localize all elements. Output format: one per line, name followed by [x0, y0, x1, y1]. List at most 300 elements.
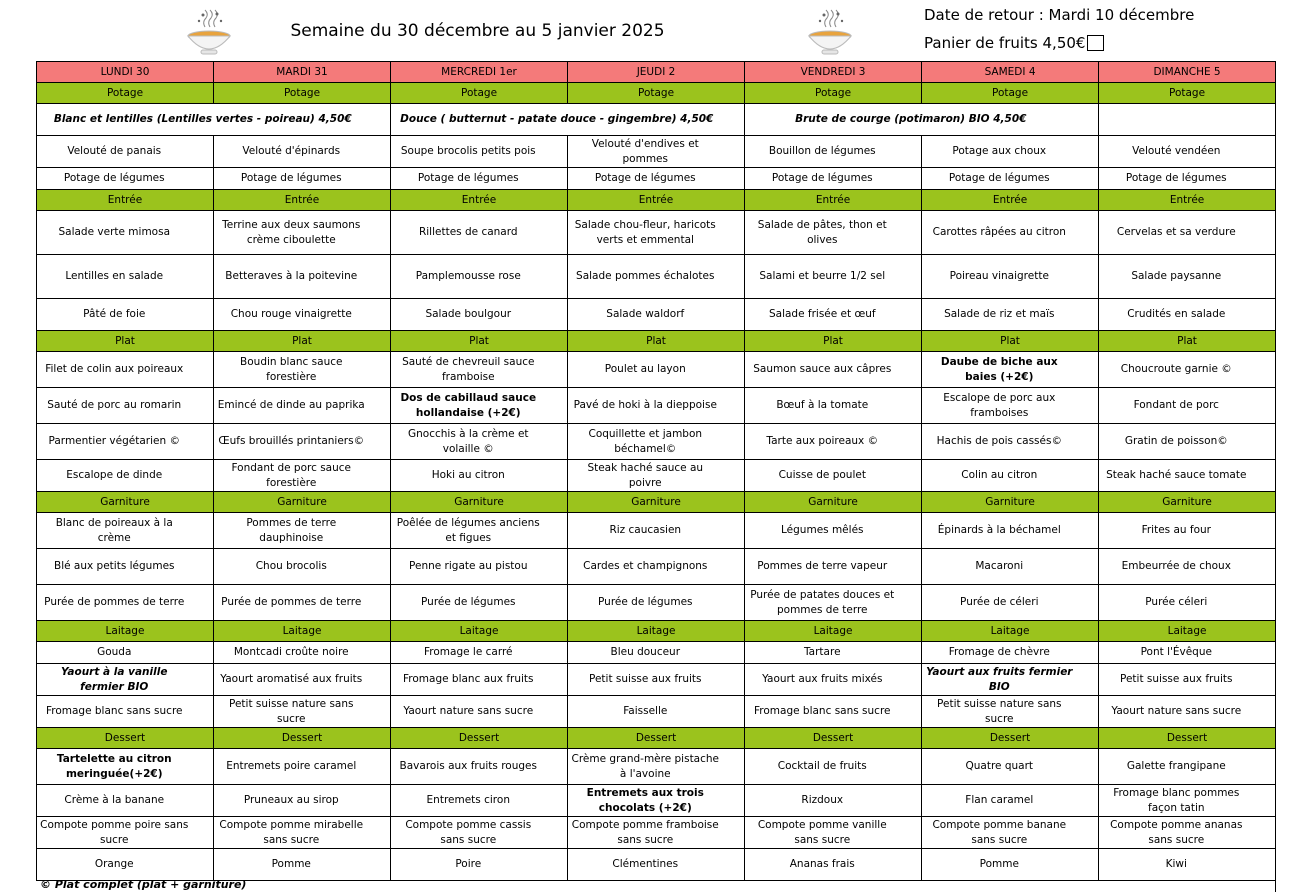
selection-box[interactable]	[723, 849, 745, 881]
selection-box[interactable]	[192, 817, 214, 849]
category-header-garniture: Garniture	[1099, 492, 1276, 513]
menu-item: Compote pomme poire sans sucre	[37, 817, 192, 849]
selection-box[interactable]	[546, 642, 568, 664]
menu-item: Fromage blanc pommes façon tatin	[1099, 785, 1254, 817]
menu-item: Rizdoux	[745, 785, 900, 817]
selection-box[interactable]	[369, 642, 391, 664]
selection-box[interactable]	[192, 424, 214, 460]
menu-item: Tarte aux poireaux ©	[745, 424, 900, 460]
menu-item: Velouté de panais	[37, 136, 192, 168]
selection-box[interactable]	[192, 211, 214, 255]
menu-item: Boudin blanc sauce forestière	[214, 352, 369, 388]
menu-item: Velouté vendéen	[1099, 136, 1254, 168]
selection-box[interactable]	[723, 513, 745, 549]
selection-box[interactable]	[546, 352, 568, 388]
selection-box[interactable]	[723, 642, 745, 664]
category-header-entree: Entrée	[214, 190, 391, 211]
menu-item: Purée de pommes de terre	[37, 585, 192, 621]
selection-box[interactable]	[546, 299, 568, 331]
selection-box[interactable]	[1254, 696, 1276, 728]
category-header-laitage: Laitage	[391, 621, 568, 642]
selection-box[interactable]	[900, 299, 922, 331]
menu-row	[37, 642, 1276, 664]
menu-item: Velouté d'épinards	[214, 136, 369, 168]
selection-box[interactable]	[192, 549, 214, 585]
selection-box[interactable]	[723, 817, 745, 849]
menu-item: Yaourt aux fruits fermier BIO	[922, 664, 1077, 696]
selection-box[interactable]	[900, 549, 922, 585]
selection-box[interactable]	[1077, 785, 1099, 817]
menu-item: Épinards à la béchamel	[922, 513, 1077, 549]
category-header-garniture: Garniture	[568, 492, 745, 513]
selection-box[interactable]	[1077, 664, 1099, 696]
category-row-dessert	[37, 728, 1276, 749]
menu-item: Saumon sauce aux câpres	[745, 352, 900, 388]
selection-box[interactable]	[192, 299, 214, 331]
selection-box[interactable]	[1077, 136, 1099, 168]
menu-item: Pomme	[922, 849, 1077, 881]
selection-box[interactable]	[1077, 817, 1099, 849]
selection-box[interactable]	[900, 255, 922, 299]
menu-item: Petit suisse aux fruits	[1099, 664, 1254, 696]
menu-item: Œufs brouillés printaniers©	[214, 424, 369, 460]
category-header-dessert: Dessert	[745, 728, 922, 749]
soup-bowl-icon	[804, 9, 856, 57]
selection-box[interactable]	[369, 785, 391, 817]
menu-item: Salade pommes échalotes	[568, 255, 723, 299]
footnote: © Plat complet (plat + garniture)	[40, 878, 247, 891]
selection-box[interactable]	[723, 136, 745, 168]
menu-item: Cuisse de poulet	[745, 460, 900, 492]
selection-box[interactable]	[369, 749, 391, 785]
selection-box[interactable]	[369, 460, 391, 492]
selection-box[interactable]	[369, 664, 391, 696]
menu-item: Purée de légumes	[568, 585, 723, 621]
selection-box[interactable]	[1077, 849, 1099, 881]
selection-box[interactable]	[723, 785, 745, 817]
menu-item: Coquillette et jambon béchamel©	[568, 424, 723, 460]
selection-box[interactable]	[1077, 585, 1099, 621]
weekly-menu-table	[36, 61, 1276, 881]
selection-box[interactable]	[723, 352, 745, 388]
selection-box[interactable]	[369, 104, 391, 136]
menu-item: Fondant de porc	[1099, 388, 1254, 424]
category-header-laitage: Laitage	[745, 621, 922, 642]
category-header-entree: Entrée	[391, 190, 568, 211]
menu-item: Entremets aux trois chocolats (+2€)	[568, 785, 723, 817]
selection-box[interactable]	[546, 513, 568, 549]
menu-item: Clémentines	[568, 849, 723, 881]
selection-box[interactable]	[192, 460, 214, 492]
menu-row	[37, 585, 1276, 621]
selection-box[interactable]	[900, 136, 922, 168]
selection-box[interactable]	[369, 696, 391, 728]
day-header: JEUDI 2	[568, 62, 745, 83]
menu-item: Purée céleri	[1099, 585, 1254, 621]
selection-box[interactable]	[369, 585, 391, 621]
menu-item: Blé aux petits légumes	[37, 549, 192, 585]
fruit-basket-option[interactable]	[924, 34, 1104, 52]
selection-box[interactable]	[1077, 749, 1099, 785]
category-header-laitage: Laitage	[568, 621, 745, 642]
selection-box[interactable]	[369, 255, 391, 299]
menu-item: Pommes de terre dauphinoise	[214, 513, 369, 549]
selection-box[interactable]	[723, 460, 745, 492]
selection-box[interactable]	[900, 513, 922, 549]
menu-item: Ananas frais	[745, 849, 900, 881]
category-header-entree: Entrée	[745, 190, 922, 211]
selection-box[interactable]	[546, 255, 568, 299]
menu-row	[37, 168, 1276, 190]
category-header-plat: Plat	[37, 331, 214, 352]
category-header-dessert: Dessert	[1099, 728, 1276, 749]
selection-box[interactable]	[900, 749, 922, 785]
menu-item: Fromage le carré	[391, 642, 546, 664]
selection-box[interactable]	[369, 817, 391, 849]
selection-box[interactable]	[723, 388, 745, 424]
menu-row	[37, 460, 1276, 492]
selection-box[interactable]	[900, 817, 922, 849]
selection-box[interactable]	[1077, 460, 1099, 492]
selection-box[interactable]	[900, 168, 922, 190]
selection-box[interactable]	[369, 549, 391, 585]
menu-item: Compote pomme mirabelle sans sucre	[214, 817, 369, 849]
day-header: DIMANCHE 5	[1099, 62, 1276, 83]
selection-box[interactable]	[723, 211, 745, 255]
selection-box[interactable]	[192, 785, 214, 817]
menu-item: Yaourt nature sans sucre	[391, 696, 546, 728]
selection-box[interactable]	[546, 211, 568, 255]
category-header-dessert: Dessert	[568, 728, 745, 749]
menu-item: Potage de légumes	[745, 168, 900, 190]
selection-box[interactable]	[546, 785, 568, 817]
menu-item: Parmentier végétarien ©	[37, 424, 192, 460]
menu-item: Gnocchis à la crème et volaille ©	[391, 424, 546, 460]
selection-box[interactable]	[369, 136, 391, 168]
selection-box[interactable]	[192, 352, 214, 388]
selection-box[interactable]	[900, 211, 922, 255]
selection-box[interactable]	[192, 642, 214, 664]
category-row-garniture	[37, 492, 1276, 513]
selection-box[interactable]	[1077, 352, 1099, 388]
menu-item: Bouillon de légumes	[745, 136, 900, 168]
category-header-laitage: Laitage	[37, 621, 214, 642]
selection-box[interactable]	[1254, 388, 1276, 424]
menu-item: Petit suisse aux fruits	[568, 664, 723, 696]
menu-item: Fondant de porc sauce forestière	[214, 460, 369, 492]
selection-box[interactable]	[1077, 299, 1099, 331]
selection-box[interactable]	[1077, 104, 1099, 136]
menu-item: Tartare	[745, 642, 900, 664]
selection-box[interactable]	[723, 696, 745, 728]
selection-box[interactable]	[723, 549, 745, 585]
selection-box[interactable]	[1254, 424, 1276, 460]
menu-item: Filet de colin aux poireaux	[37, 352, 192, 388]
menu-item: Dos de cabillaud sauce hollandaise (+2€)	[391, 388, 546, 424]
category-row-potage	[37, 83, 1276, 104]
selection-box[interactable]	[1254, 549, 1276, 585]
selection-box[interactable]	[1077, 424, 1099, 460]
selection-box[interactable]	[1254, 299, 1276, 331]
category-header-garniture: Garniture	[37, 492, 214, 513]
menu-item: Sauté de chevreuil sauce framboise	[391, 352, 546, 388]
selection-box[interactable]	[369, 513, 391, 549]
category-header-plat: Plat	[922, 331, 1099, 352]
category-header-plat: Plat	[1099, 331, 1276, 352]
selection-box[interactable]	[900, 388, 922, 424]
selection-box[interactable]	[900, 849, 922, 881]
selection-box[interactable]	[1077, 696, 1099, 728]
selection-box[interactable]	[546, 585, 568, 621]
selection-box[interactable]	[900, 642, 922, 664]
category-header-garniture: Garniture	[214, 492, 391, 513]
category-header-plat: Plat	[568, 331, 745, 352]
menu-item: Kiwi	[1099, 849, 1254, 881]
selection-box[interactable]	[900, 785, 922, 817]
menu-item: Yaourt aux fruits mixés	[745, 664, 900, 696]
selection-box[interactable]	[1254, 585, 1276, 621]
selection-box[interactable]	[900, 585, 922, 621]
selection-box[interactable]	[369, 211, 391, 255]
selection-box[interactable]	[1254, 749, 1276, 785]
menu-item: Steak haché sauce au poivre	[568, 460, 723, 492]
selection-box[interactable]	[546, 424, 568, 460]
selection-box[interactable]	[723, 168, 745, 190]
menu-item: Salade boulgour	[391, 299, 546, 331]
selection-box[interactable]	[723, 585, 745, 621]
menu-item: Escalope de dinde	[37, 460, 192, 492]
selection-box[interactable]	[192, 168, 214, 190]
menu-item: Blanc de poireaux à la crème	[37, 513, 192, 549]
selection-box[interactable]	[723, 664, 745, 696]
selection-box[interactable]	[723, 104, 745, 136]
checkbox-icon[interactable]	[1087, 35, 1104, 51]
category-header-potage: Potage	[37, 83, 214, 104]
menu-item: Pomme	[214, 849, 369, 881]
selection-box[interactable]	[900, 696, 922, 728]
menu-item: Daube de biche aux baies (+2€)	[922, 352, 1077, 388]
menu-item: Bœuf à la tomate	[745, 388, 900, 424]
potage-special: Blanc et lentilles (Lentilles vertes - poireau) 4,50€	[37, 104, 369, 136]
selection-box[interactable]	[1254, 849, 1276, 881]
menu-item: Fromage de chèvre	[922, 642, 1077, 664]
day-header: VENDREDI 3	[745, 62, 922, 83]
menu-item: Emincé de dinde au paprika	[214, 388, 369, 424]
selection-box[interactable]	[900, 460, 922, 492]
selection-box[interactable]	[546, 549, 568, 585]
selection-box[interactable]	[1254, 168, 1276, 190]
selection-box[interactable]	[1254, 642, 1276, 664]
selection-box[interactable]	[192, 696, 214, 728]
menu-item: Poêlée de légumes anciens et figues	[391, 513, 546, 549]
category-header-plat: Plat	[745, 331, 922, 352]
category-header-potage: Potage	[214, 83, 391, 104]
menu-item: Soupe brocolis petits pois	[391, 136, 546, 168]
menu-item: Salade verte mimosa	[37, 211, 192, 255]
menu-item: Purée de patates douces et pommes de terre	[745, 585, 900, 621]
selection-box[interactable]	[1254, 513, 1276, 549]
menu-item: Pamplemousse rose	[391, 255, 546, 299]
selection-box[interactable]	[546, 136, 568, 168]
category-header-dessert: Dessert	[922, 728, 1099, 749]
selection-box[interactable]	[1254, 255, 1276, 299]
category-row-plat	[37, 331, 1276, 352]
selection-box[interactable]	[1254, 352, 1276, 388]
selection-box[interactable]	[192, 585, 214, 621]
selection-box[interactable]	[1254, 211, 1276, 255]
selection-box[interactable]	[900, 352, 922, 388]
selection-box[interactable]	[546, 817, 568, 849]
category-header-potage: Potage	[745, 83, 922, 104]
menu-item: Yaourt à la vanille fermier BIO	[37, 664, 192, 696]
menu-item: Escalope de porc aux framboises	[922, 388, 1077, 424]
menu-item: Betteraves à la poitevine	[214, 255, 369, 299]
selection-box[interactable]	[192, 136, 214, 168]
category-header-laitage: Laitage	[922, 621, 1099, 642]
selection-box[interactable]	[369, 299, 391, 331]
menu-item: Fromage blanc sans sucre	[37, 696, 192, 728]
menu-row	[37, 849, 1276, 881]
potage-special: Douce ( butternut - patate douce - gingembre) 4,50€	[391, 104, 723, 136]
selection-box[interactable]	[192, 849, 214, 881]
menu-item: Salade frisée et œuf	[745, 299, 900, 331]
menu-item: Galette frangipane	[1099, 749, 1254, 785]
category-header-potage: Potage	[922, 83, 1099, 104]
menu-row	[37, 299, 1276, 331]
selection-box[interactable]	[900, 424, 922, 460]
selection-box[interactable]	[369, 388, 391, 424]
menu-row	[37, 136, 1276, 168]
menu-item: Compote pomme vanille sans sucre	[745, 817, 900, 849]
selection-box[interactable]	[192, 255, 214, 299]
selection-box[interactable]	[1254, 785, 1276, 817]
selection-box[interactable]	[1077, 255, 1099, 299]
selection-box[interactable]	[369, 168, 391, 190]
menu-item: Carottes râpées au citron	[922, 211, 1077, 255]
selection-box[interactable]	[723, 255, 745, 299]
menu-item: Salade paysanne	[1099, 255, 1254, 299]
menu-row	[37, 817, 1276, 849]
menu-item: Salade de riz et maïs	[922, 299, 1077, 331]
menu-row	[37, 664, 1276, 696]
selection-box[interactable]	[1077, 642, 1099, 664]
menu-item: Riz caucasien	[568, 513, 723, 549]
menu-row	[37, 211, 1276, 255]
selection-box[interactable]	[900, 664, 922, 696]
day-header: SAMEDI 4	[922, 62, 1099, 83]
selection-box[interactable]	[369, 849, 391, 881]
menu-item: Yaourt nature sans sucre	[1099, 696, 1254, 728]
category-row-laitage	[37, 621, 1276, 642]
category-header-laitage: Laitage	[1099, 621, 1276, 642]
selection-box[interactable]	[1077, 388, 1099, 424]
menu-item: Salade de pâtes, thon et olives	[745, 211, 900, 255]
fruit-basket-label: Panier de fruits 4,50€	[924, 34, 1086, 52]
menu-item: Montcadi croûte noire	[214, 642, 369, 664]
selection-box[interactable]	[723, 299, 745, 331]
selection-box[interactable]	[546, 749, 568, 785]
category-header-garniture: Garniture	[922, 492, 1099, 513]
selection-box[interactable]	[1254, 136, 1276, 168]
soup-bowl-icon	[183, 9, 235, 57]
selection-box[interactable]	[1254, 104, 1276, 136]
selection-box[interactable]	[1077, 211, 1099, 255]
selection-box[interactable]	[546, 168, 568, 190]
menu-row	[37, 696, 1276, 728]
day-header: LUNDI 30	[37, 62, 214, 83]
menu-item: Cocktail de fruits	[745, 749, 900, 785]
menu-item: Pruneaux au sirop	[214, 785, 369, 817]
selection-box[interactable]	[192, 388, 214, 424]
selection-box[interactable]	[546, 460, 568, 492]
selection-box[interactable]	[1077, 549, 1099, 585]
menu-item: Cardes et champignons	[568, 549, 723, 585]
menu-item: Potage de légumes	[568, 168, 723, 190]
menu-row	[37, 352, 1276, 388]
category-header-entree: Entrée	[922, 190, 1099, 211]
selection-box[interactable]	[546, 664, 568, 696]
page-title: Semaine du 30 décembre au 5 janvier 2025	[290, 21, 665, 41]
menu-item: Crème grand-mère pistache à l'avoine	[568, 749, 723, 785]
return-date: Date de retour : Mardi 10 décembre	[924, 6, 1195, 24]
menu-item: Bavarois aux fruits rouges	[391, 749, 546, 785]
menu-item: Salami et beurre 1/2 sel	[745, 255, 900, 299]
selection-box[interactable]	[546, 388, 568, 424]
selection-box[interactable]	[546, 696, 568, 728]
selection-box[interactable]	[369, 424, 391, 460]
menu-item: Entremets poire caramel	[214, 749, 369, 785]
menu-item: Fromage blanc aux fruits	[391, 664, 546, 696]
menu-item: Tartelette au citron meringuée(+2€)	[37, 749, 192, 785]
potage-special: Brute de courge (potimaron) BIO 4,50€	[745, 104, 1077, 136]
selection-box[interactable]	[1254, 817, 1276, 849]
category-header-garniture: Garniture	[391, 492, 568, 513]
category-header-dessert: Dessert	[391, 728, 568, 749]
menu-item: Pont l'Évêque	[1099, 642, 1254, 664]
selection-box[interactable]	[1077, 168, 1099, 190]
selection-box[interactable]	[723, 749, 745, 785]
category-header-entree: Entrée	[568, 190, 745, 211]
category-header-dessert: Dessert	[37, 728, 214, 749]
category-header-plat: Plat	[214, 331, 391, 352]
menu-item: Chou rouge vinaigrette	[214, 299, 369, 331]
selection-box[interactable]	[723, 424, 745, 460]
category-header-potage: Potage	[568, 83, 745, 104]
menu-item: Pommes de terre vapeur	[745, 549, 900, 585]
category-header-dessert: Dessert	[214, 728, 391, 749]
selection-box[interactable]	[1254, 460, 1276, 492]
menu-item: Gratin de poisson©	[1099, 424, 1254, 460]
menu-item: Orange	[37, 849, 192, 881]
menu-item: Rillettes de canard	[391, 211, 546, 255]
menu-item: Légumes mêlés	[745, 513, 900, 549]
selection-box[interactable]	[1077, 513, 1099, 549]
menu-item: Choucroute garnie ©	[1099, 352, 1254, 388]
category-header-entree: Entrée	[37, 190, 214, 211]
menu-item: Velouté d'endives et pommes	[568, 136, 723, 168]
selection-box[interactable]	[192, 664, 214, 696]
menu-item: Lentilles en salade	[37, 255, 192, 299]
selection-box[interactable]	[369, 352, 391, 388]
menu-item: Purée de légumes	[391, 585, 546, 621]
selection-box[interactable]	[1254, 664, 1276, 696]
menu-item: Bleu douceur	[568, 642, 723, 664]
selection-box[interactable]	[192, 513, 214, 549]
selection-box[interactable]	[546, 849, 568, 881]
selection-box[interactable]	[192, 749, 214, 785]
menu-item: Pavé de hoki à la dieppoise	[568, 388, 723, 424]
menu-item: Compote pomme framboise sans sucre	[568, 817, 723, 849]
